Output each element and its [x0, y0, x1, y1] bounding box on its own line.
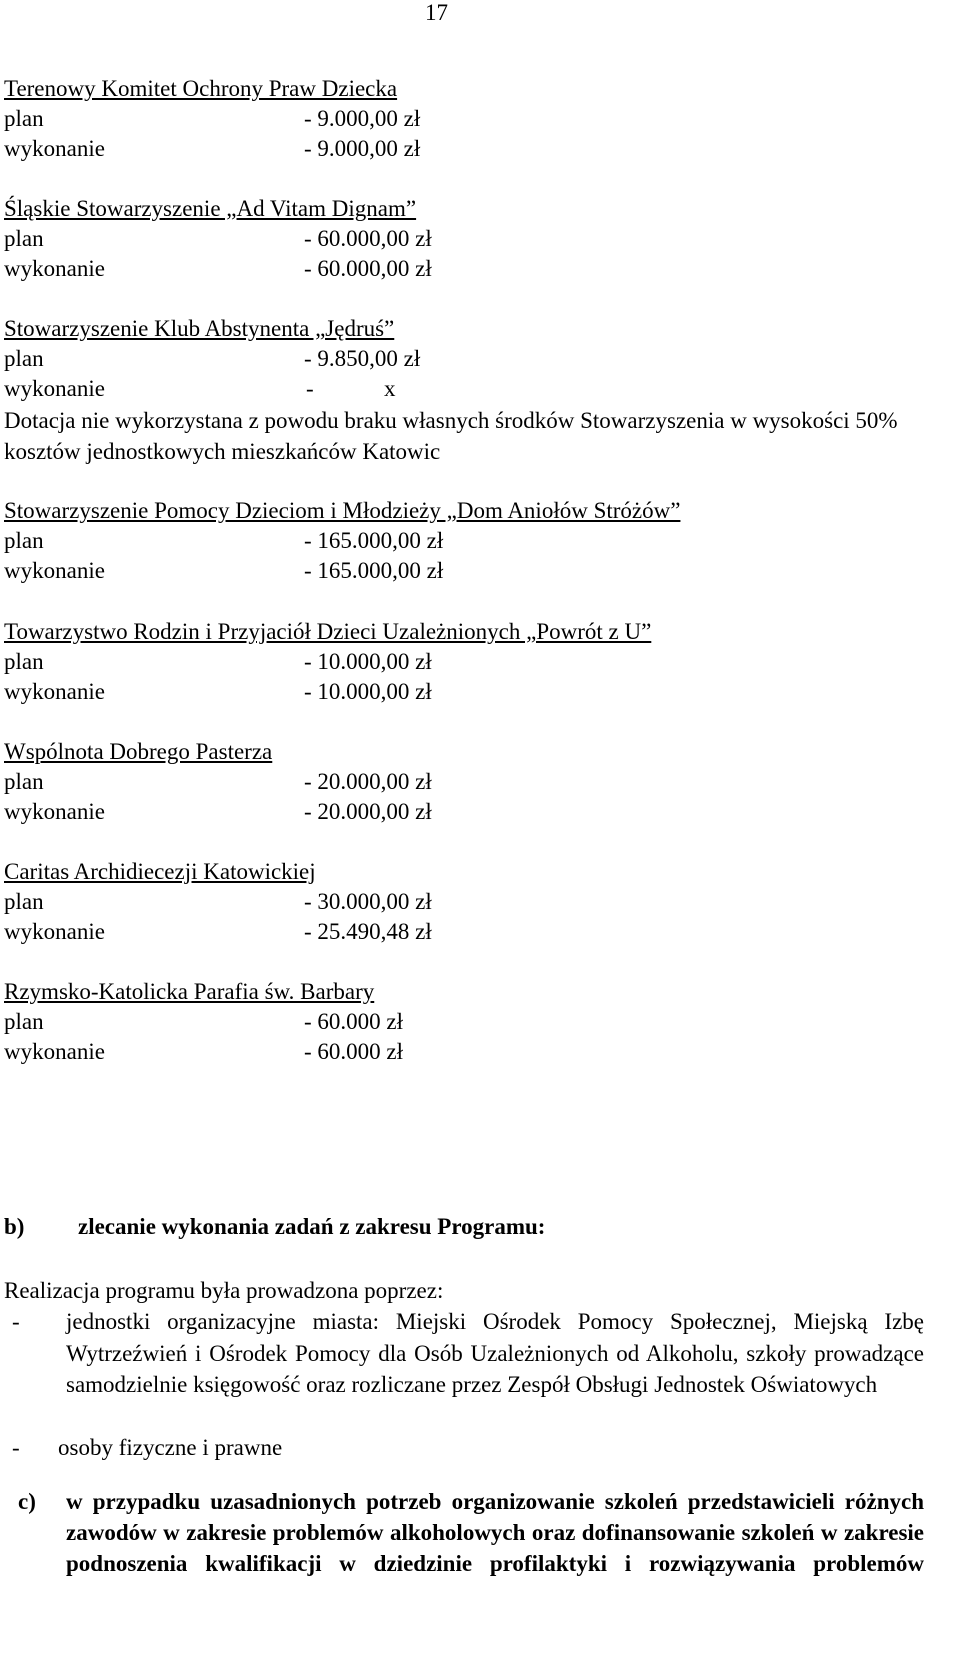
organization-name: Towarzystwo Rodzin i Przyjaciół Dzieci Uzależnionych „Powrót z U” [4, 619, 652, 644]
execution-amount: - 60.000 zł [304, 1039, 404, 1064]
page-number: 17 [425, 0, 448, 25]
plan-amount: - 30.000,00 zł [304, 889, 432, 914]
execution-label: wykonanie [4, 558, 105, 583]
plan-label: plan [4, 1009, 44, 1034]
execution-label: wykonanie [4, 1039, 105, 1064]
section-b-title: zlecanie wykonania zadań z zakresu Programu: [78, 1214, 546, 1239]
plan-amount: - 60.000,00 zł [304, 226, 432, 251]
organization-name: Śląskie Stowarzyszenie „Ad Vitam Dignam” [4, 196, 417, 221]
organization-name: Terenowy Komitet Ochrony Praw Dziecka [4, 76, 398, 101]
plan-label: plan [4, 106, 44, 131]
execution-amount: - 9.000,00 zł [304, 136, 421, 161]
plan-amount: - 9.000,00 zł [304, 106, 421, 131]
execution-not-applicable: x [384, 376, 396, 401]
execution-amount [306, 374, 396, 404]
organization-name: Caritas Archidiecezji Katowickiej [4, 859, 316, 884]
section-c-text: w przypadku uzasadnionych potrzeb organizowanie szkoleń przedstawicieli różnych zawodów w zakresie problemów alkoholowych oraz dofinansowanie szkoleń w zakresie podnoszenia kwalifikacji w dziedzinie profilaktyki i rozwiązywania problemów [66, 1489, 924, 1576]
bullet-item [4, 1432, 924, 1463]
section-b-marker: b) [4, 1214, 25, 1239]
execution-label: wykonanie [4, 376, 105, 401]
execution-label: wykonanie [4, 679, 105, 704]
bullet-text: jednostki organizacyjne miasta: Miejski Ośrodek Pomocy Społecznej, Miejską Izbę Wytrzeźwień i Ośrodek Pomocy dla Osób Uzależnionych od Alkoholu, szkoły prowadzące samodzielnie księgowość oraz rozliczane przez Zespół Obsługi Jednostek Oświatowych [66, 1309, 924, 1397]
plan-label: plan [4, 649, 44, 674]
execution-dash: - [306, 376, 314, 401]
plan-label: plan [4, 889, 44, 914]
plan-label: plan [4, 528, 44, 553]
bullet-dash: - [12, 1435, 20, 1460]
execution-amount: - 165.000,00 zł [304, 558, 444, 583]
execution-amount: - 20.000,00 zł [304, 799, 432, 824]
organization-name: Wspólnota Dobrego Pasterza [4, 739, 273, 764]
section-c-marker: c) [18, 1489, 36, 1514]
organization-name: Stowarzyszenie Klub Abstynenta „Jędruś” [4, 316, 395, 341]
plan-label: plan [4, 346, 44, 371]
plan-amount: - 10.000,00 zł [304, 649, 432, 674]
execution-label: wykonanie [4, 136, 105, 161]
organization-name: Rzymsko-Katolicka Parafia św. Barbary [4, 979, 375, 1004]
execution-amount: - 25.490,48 zł [304, 919, 432, 944]
plan-amount: - 9.850,00 zł [304, 346, 421, 371]
bullet-item [4, 1306, 924, 1432]
plan-label: plan [4, 769, 44, 794]
plan-label: plan [4, 226, 44, 251]
execution-label: wykonanie [4, 256, 105, 281]
bullet-dash: - [12, 1309, 20, 1334]
section-b-intro: Realizacja programu była prowadzona poprzez: [4, 1278, 444, 1303]
organization-note: Dotacja nie wykorzystana z powodu braku własnych środków Stowarzyszenia w wysokości 50% kosztów jednostkowych mieszkańców Katowic [4, 408, 898, 464]
plan-amount: - 20.000,00 zł [304, 769, 432, 794]
execution-label: wykonanie [4, 799, 105, 824]
plan-amount: - 60.000 zł [304, 1009, 404, 1034]
bullet-text: osoby fizyczne i prawne [58, 1435, 283, 1460]
execution-label: wykonanie [4, 919, 105, 944]
execution-amount: - 10.000,00 zł [304, 679, 432, 704]
plan-amount: - 165.000,00 zł [304, 528, 444, 553]
execution-amount: - 60.000,00 zł [304, 256, 432, 281]
organization-name: Stowarzyszenie Pomocy Dzieciom i Młodzieży „Dom Aniołów Stróżów” [4, 498, 681, 523]
